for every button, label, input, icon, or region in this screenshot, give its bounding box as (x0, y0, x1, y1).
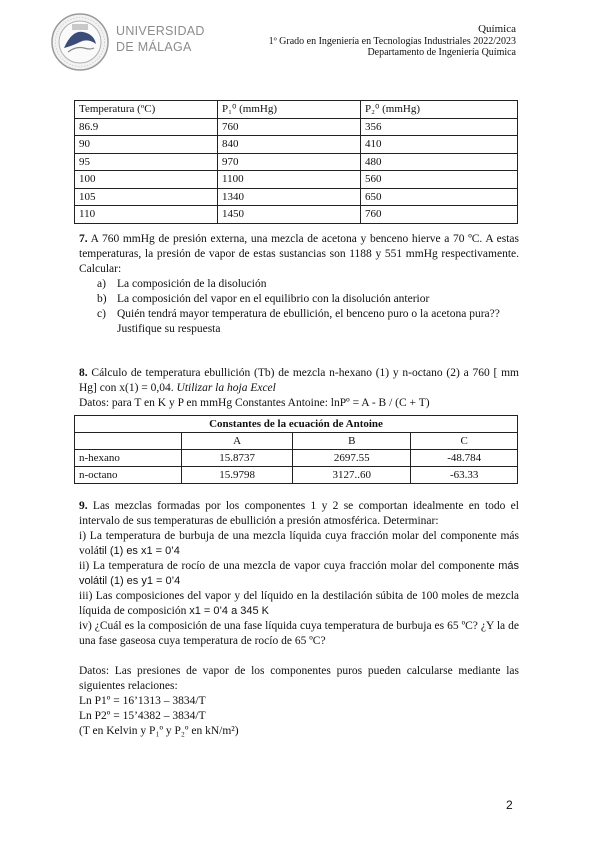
university-line1: UNIVERSIDAD (116, 24, 205, 38)
antoine-constants-table (74, 415, 518, 484)
problem-number: 9. (79, 500, 88, 512)
table-row (75, 118, 518, 136)
table-header-cell: B (293, 433, 411, 450)
table-cell: 105 (75, 188, 218, 206)
problem-9 (79, 499, 519, 739)
table-cell: 760 (218, 118, 361, 136)
list-item (79, 292, 519, 307)
page-number: 2 (506, 798, 513, 812)
list-item (79, 307, 519, 337)
vapor-pressure-table (74, 100, 518, 224)
university-name (116, 23, 205, 55)
problem-text: A 760 mmHg de presión externa, una mezcla de acetona y benceno hierve a 70 ºC. A estas temperaturas, la presión de vapor de estas sustancias son 1188 y 551 mmHg respectivamente. Calcular: (79, 233, 519, 275)
table-title: Constantes de la ecuación de Antoine (75, 416, 518, 433)
table-cell: 760 (361, 206, 518, 224)
item-i-text: i) La temperatura de burbuja de una mezcla líquida cuya fracción molar del componente más volá (79, 530, 519, 557)
university-seal-icon (50, 12, 110, 72)
table-cell: 2697.55 (293, 450, 411, 467)
table-row (75, 171, 518, 189)
item-marker: a) (97, 278, 106, 290)
item-marker: c) (97, 308, 106, 320)
table-row (75, 188, 518, 206)
problem-number: 7. (79, 233, 88, 245)
problem-7-items (79, 277, 519, 337)
table-cell: 3127..60 (293, 467, 411, 484)
table-header-cell: C (411, 433, 518, 450)
table-cell: 970 (218, 153, 361, 171)
item-marker: b) (97, 293, 107, 305)
university-line2: DE MÁLAGA (116, 40, 192, 54)
table-cell: 15.9798 (182, 467, 293, 484)
table-cell: 1100 (218, 171, 361, 189)
header-info (269, 24, 516, 59)
equation-1: Ln P1º = 16’1313 – 3834/T (79, 695, 206, 707)
datos-text: Datos: Las presiones de vapor de los componentes puros pueden calcularse mediante las siguientes relaciones: (79, 665, 519, 692)
table-row (75, 153, 518, 171)
table-header-cell: P₂⁰ (mmHg) (361, 101, 518, 119)
table-cell: 650 (361, 188, 518, 206)
table-cell: n-octano (75, 467, 182, 484)
table-cell: n-hexano (75, 450, 182, 467)
table-row (75, 206, 518, 224)
table-cell: 356 (361, 118, 518, 136)
problem-number: 8. (79, 367, 88, 379)
excel-note: Utilizar la hoja Excel (176, 382, 276, 394)
table-cell: 100 (75, 171, 218, 189)
table-row (75, 136, 518, 154)
table-cell: 840 (218, 136, 361, 154)
degree: 1º Grado en Ingeniería en Tecnologías Industriales 2022/2023 (268, 35, 516, 47)
item-text: La composición de la disolución (117, 278, 267, 290)
table-cell: 95 (75, 153, 218, 171)
table-header-row (75, 433, 518, 450)
table-row (75, 467, 518, 484)
table-title-row (75, 416, 518, 433)
item-text: Quién tendrá mayor temperatura de ebullición, el benceno puro o la acetona pura?? Justifique su respuesta (117, 308, 500, 335)
table-cell: 90 (75, 136, 218, 154)
problem-intro: Las mezclas formadas por los componentes 1 y 2 se comportan idealmente en todo el intervalo de sus temperaturas de ebullición a presión atmosférica. Determinar: (79, 500, 519, 527)
table-cell: 110 (75, 206, 218, 224)
item-ii (79, 559, 519, 589)
item-ii-text: ii) La temperatura de rocío de una mezcla de vapor cuya fracción molar del componente (79, 560, 499, 572)
table-cell: 1450 (218, 206, 361, 224)
item-ii-tail: más volátil (1) es y1 = 0’4 (79, 560, 519, 587)
table-cell: -63.33 (411, 467, 518, 484)
problem-8 (79, 366, 519, 411)
item-text: La composición del vapor en el equilibrio con la disolución anterior (117, 293, 430, 305)
table-cell: 1340 (218, 188, 361, 206)
units-note: (T en Kelvin y P₁º y P₂º en kN/m²) (79, 725, 239, 737)
table-header-cell: Temperatura (ºC) (75, 101, 218, 119)
table-cell: 560 (361, 171, 518, 189)
problem-text: Cálculo de temperatura ebullición (Tb) de mezcla n-hexano (1) y n-octano (2) a 760 [ mm Hg] con x(1) = 0,04. (79, 367, 519, 394)
list-item (79, 277, 519, 292)
table-cell: 410 (361, 136, 518, 154)
table-cell: 15.8737 (182, 450, 293, 467)
table-header-cell: P₁⁰ (mmHg) (218, 101, 361, 119)
equation-2: Ln P2º = 15’4382 – 3834/T (79, 710, 206, 722)
item-i-tail: til (1) es x1 = 0’4 (98, 545, 180, 557)
subject: Química (478, 23, 516, 35)
table-header-cell: A (182, 433, 293, 450)
problem-7 (79, 232, 519, 337)
table-header-cell (75, 433, 182, 450)
table-cell: -48.784 (411, 450, 518, 467)
item-iii-text: iii) Las composiciones del vapor y del líquido en la destilación súbita de 100 moles de mezcla líquida de composición (79, 590, 519, 617)
department: Departamento de Ingeniería Química (367, 47, 516, 58)
antoine-datos: Datos: para T en K y P en mmHg Constantes Antoine: lnPº = A - B / (C + T) (79, 397, 430, 409)
item-iii-tail: x1 = 0’4 a 345 K (189, 605, 270, 617)
spacer (79, 649, 519, 664)
table-cell: 480 (361, 153, 518, 171)
table-cell: 86.9 (75, 118, 218, 136)
table-row (75, 450, 518, 467)
item-iii (79, 589, 519, 619)
table-header-row (75, 101, 518, 119)
item-i (79, 529, 519, 559)
item-iv: iv) ¿Cuál es la composición de una fase líquida cuya temperatura de burbuja es 65 ºC? ¿Y la de una fase gaseosa cuya temperatura de rocío de 65 ºC? (79, 620, 519, 647)
